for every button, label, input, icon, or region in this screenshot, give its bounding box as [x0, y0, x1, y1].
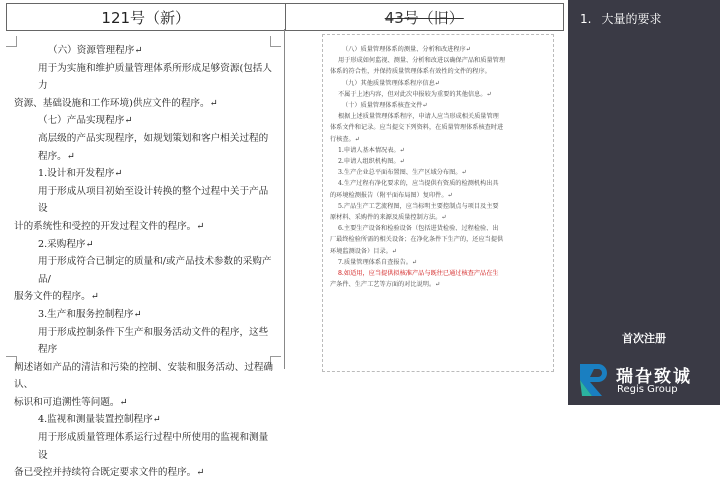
sidebar-item-requirements[interactable] [580, 10, 661, 27]
text-line: 不属于上述内容，但对此次申报较为重要的其他信息。↵ [338, 90, 492, 98]
text-line: 用于形成质量管理体系运行过程中所使用的监视和测量设 [38, 432, 269, 461]
text-line: 资源、基础设施和工作环境)供应文件的程序。↵ [14, 97, 218, 109]
text-line: 3.生产企业总平面布置图、生产区域分布图。↵ [338, 169, 467, 177]
company-logo [576, 358, 718, 402]
logo-mark-icon [576, 360, 610, 398]
sidebar [568, 0, 720, 405]
text-line: 6.主要生产设备和检验设备（包括进货检验、过程检验、出 [338, 225, 499, 233]
text-line: 2.采购程序↵ [38, 238, 94, 250]
text-line: 备已受控并持续符合既定要求文件的程序。↵ [14, 467, 205, 479]
new-regulation-text [14, 42, 276, 482]
text-line: （六）资源管理程序↵ [48, 45, 143, 56]
old-regulation-text [330, 44, 548, 290]
item-label: 大量的要求 [601, 12, 662, 26]
text-line: 用于形成如何监视、测量、分析和改进以确保产品和质量管理 [338, 57, 506, 65]
text-line: 1.设计和开发程序↵ [38, 168, 123, 180]
text-line: 环境监测设备）目录。↵ [330, 247, 398, 255]
text-line: 1.申请人基本情况表。↵ [338, 146, 405, 154]
text-line: 用于形成符合已制定的质量和/或产品技术参数的采购产品/ [38, 256, 272, 285]
text-line: 4.生产过程有净化要求的，应当提供有资质的检测机构出具 [338, 180, 499, 188]
text-line: 计的系统性和受控的开发过程文件的程序。↵ [14, 220, 205, 232]
text-line: （九）其他质量管理体系程序信息↵ [342, 79, 440, 87]
text-line: 服务文件的程序。↵ [14, 291, 99, 303]
text-line: 产条件、生产工艺等方面的对比说明。↵ [330, 281, 441, 289]
text-line: 4.监视和测量装置控制程序↵ [38, 414, 161, 426]
text-line: 高层级的产品实现程序，如规划策划和客户相关过程的程序。↵ [38, 132, 269, 162]
old-version-title: 43号（旧） [384, 8, 464, 27]
text-line: 3.生产和服务控制程序↵ [38, 308, 142, 320]
item-number: 1. [580, 12, 592, 26]
text-line: 8.如适用，应当提供拟核准产品与既往已通过核查产品在生 [338, 270, 499, 278]
text-line: 体系的符合性，并保持质量管理体系有效性的文件的程序。 [330, 68, 491, 76]
text-line: 阐述诸如产品的清洁和污染的控制、安装和服务活动、过程确认、 [14, 361, 274, 391]
text-line: 的环境检测报告（附平面布局图）复印件。↵ [330, 191, 453, 199]
text-line: 体系文件和记录。应当提交下列资料，在质量管理体系核查时进 [330, 124, 504, 132]
text-line: 根据上述质量管理体系程序，申请人应当形成相关质量管理 [338, 113, 499, 121]
text-line: （八）质量管理体系的测量、分析和改进程序↵ [342, 46, 471, 53]
new-version-title: 121号（新） [7, 4, 286, 30]
text-line: 5.产品生产工艺流程图，应当标明主要控制点与项目及主要 [338, 202, 499, 210]
text-line: 厂最终检验所需的相关设备；在净化条件下生产的，还应当提供 [330, 236, 504, 244]
column-divider [284, 29, 285, 369]
text-line: （十）质量管理体系核查文件↵ [342, 102, 428, 110]
logo-name-cn: 瑞旮致诚 [616, 367, 692, 387]
text-line: 原材料、采购件的来源及质量控制方法。↵ [330, 214, 447, 222]
text-line: 2.申请人组织机构图。↵ [338, 158, 405, 166]
text-line: （七）产品实现程序↵ [38, 115, 133, 127]
text-line: 用于形成从项目初始至设计转换的整个过程中关于产品设 [38, 185, 269, 215]
logo-name-en: Regis Group [617, 384, 678, 395]
text-line: 行核查。↵ [330, 135, 360, 143]
text-line: 用于形成控制条件下生产和服务活动文件的程序，这些程序 [38, 326, 269, 356]
section-label: 首次注册 [622, 332, 666, 345]
text-line: 用于为实施和维护质量管理体系所形成足够资源(包括人力 [38, 62, 272, 92]
text-line: 标识和可追溯性等问题。↵ [14, 396, 128, 408]
comparison-header [6, 3, 564, 31]
text-line: 7.质量管理体系自查报告。↵ [338, 258, 418, 266]
